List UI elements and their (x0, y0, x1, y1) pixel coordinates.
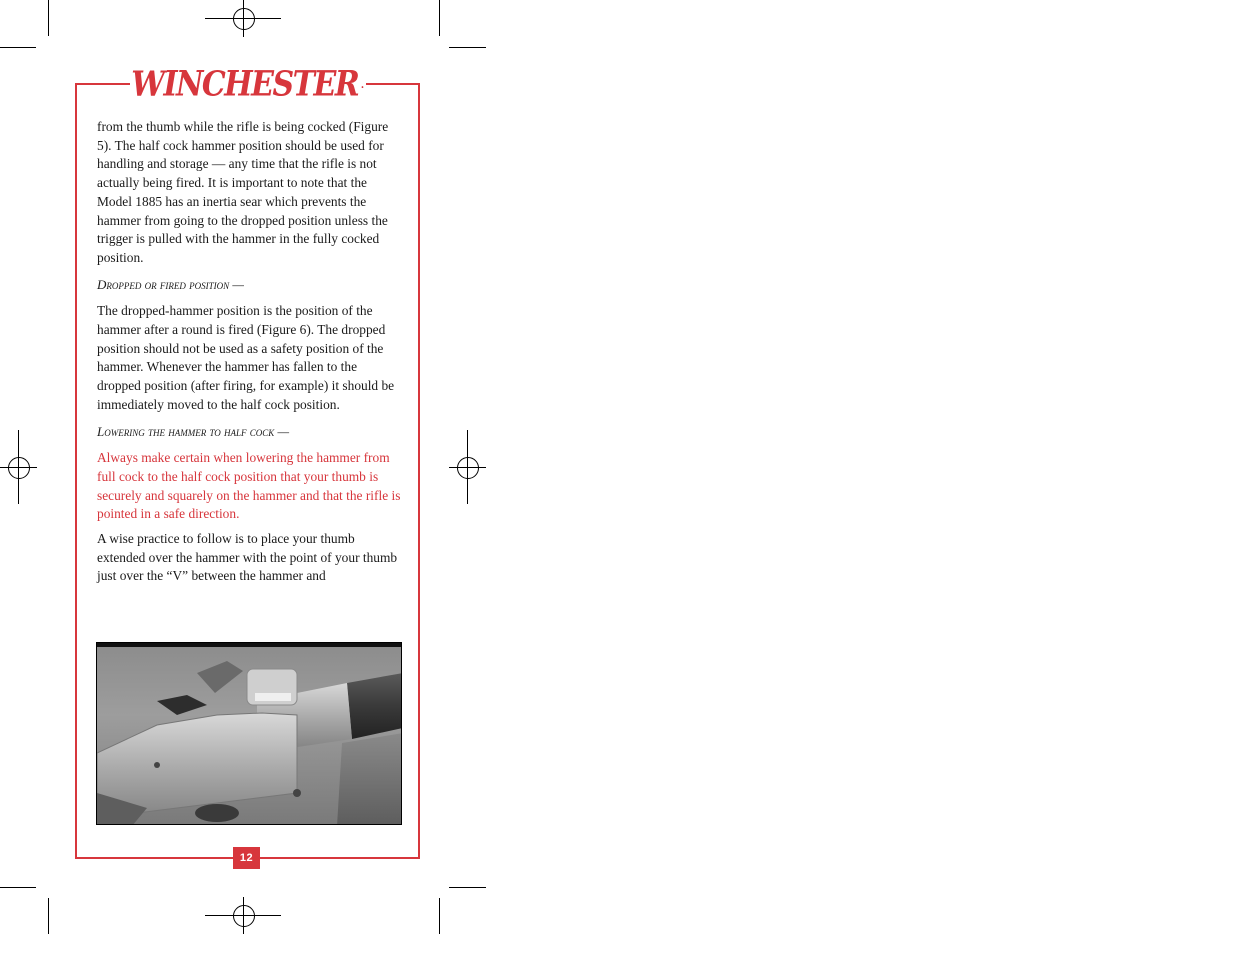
registration-circle (457, 457, 479, 479)
logo-wordmark: WINCHESTER (131, 63, 359, 105)
rifle-illustration (97, 643, 402, 825)
crop-mark (439, 898, 440, 934)
crop-mark (0, 887, 36, 888)
crop-mark (48, 0, 49, 36)
crop-mark (0, 47, 36, 48)
crop-mark (449, 47, 486, 48)
safety-warning: Always make certain when lowering the hammer from full cock to the half cock position that your thumb is securely and squarely on the hammer and that the rifle is pointed in a safe direction. (97, 450, 401, 522)
winchester-logo (130, 64, 366, 104)
heading-lowering-hammer: Lowering the hammer to half cock — (97, 423, 290, 439)
crop-mark (449, 887, 486, 888)
registration-circle (8, 457, 30, 479)
heading-dropped-position: Dropped or fired position — (97, 276, 244, 292)
page-number-badge: 12 (233, 847, 260, 869)
photo-top-border (97, 643, 401, 647)
registration-circle (233, 8, 255, 30)
crop-mark (439, 0, 440, 36)
paragraph-half-cock: from the thumb while the rifle is being cocked (Figure 5). The half cock hammer position should be used for handling and storage — any time that the rifle is not actually being fired. It is important to note that the Model 1885 has an inertia sear which prevents the hammer from going to the dropped position unless the trigger is pulled with the hammer in the fully cocked position. (97, 119, 389, 265)
paragraph-dropped-position: The dropped-hammer position is the position of the hammer after a round is fired (Figure 6). The dropped position should not be used as a safety position of the hammer. Whenever the hammer has fallen to the dropped position (after firing, for example) it should be immediately moved to the half cock position. (97, 303, 395, 412)
page-content (97, 118, 402, 586)
paragraph-wise-practice: A wise practice to follow is to place your thumb extended over the hammer with the point of your thumb just over the “V” between the hammer and (97, 531, 398, 584)
registration-circle (233, 905, 255, 927)
crop-mark (48, 898, 49, 934)
rifle-action-photo (96, 642, 402, 825)
logo-registered-mark: . (360, 76, 365, 92)
